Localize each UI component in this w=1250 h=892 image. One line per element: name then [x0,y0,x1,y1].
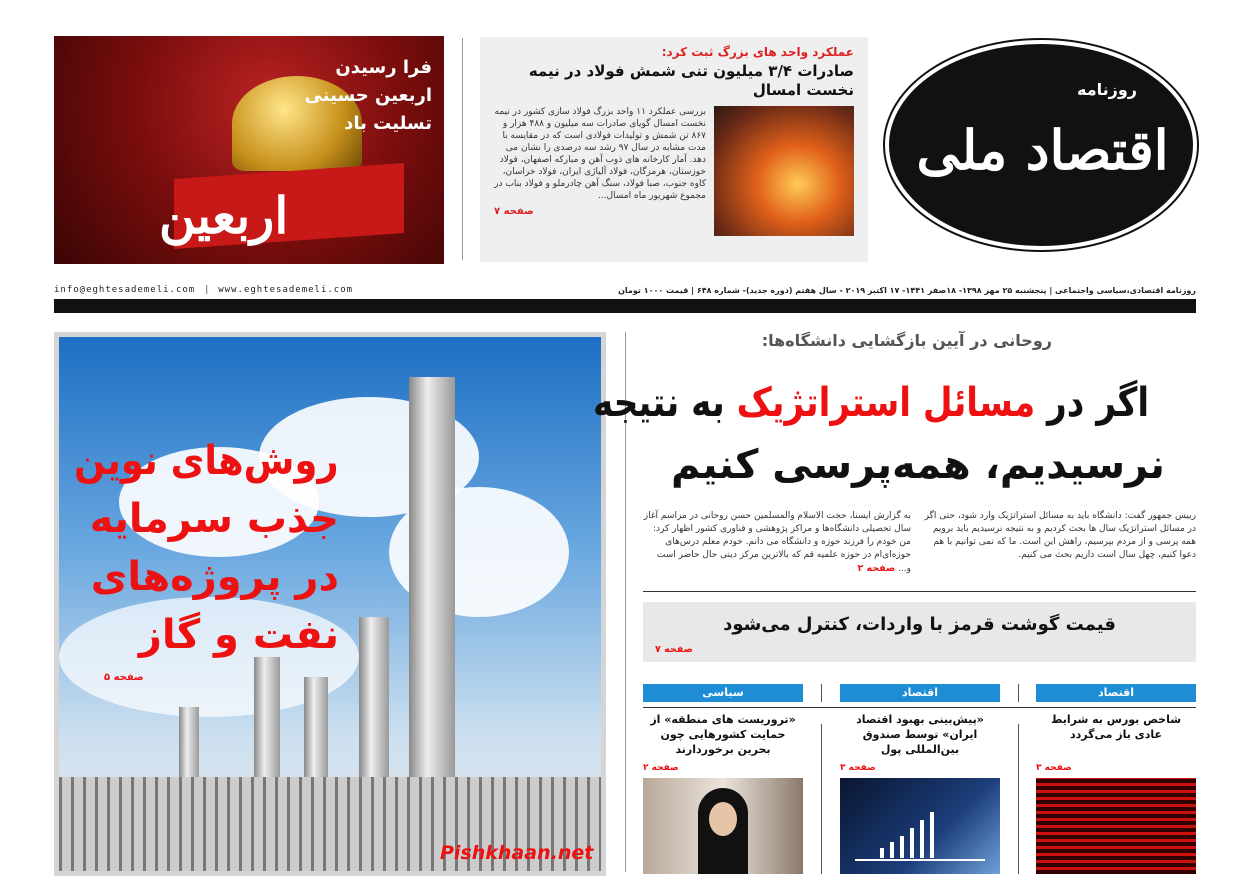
headline-line: در پروژه‌های [90,554,339,600]
watermark: Pishkhaan.net [440,842,594,864]
story-page[interactable]: صفحه ۲ [643,763,679,773]
politician-photo [643,778,803,874]
ad-line: فرا رسیدن [335,57,432,78]
headline-part: اگر در [1034,380,1149,426]
ad-line: اربعین حسینی [304,85,432,106]
lead-column-2 [643,510,911,576]
ad-text [305,54,432,138]
headline-highlight: مسائل استراتژیک [736,380,1035,426]
ad-line: تسلیت باد [344,113,432,134]
headline-line: روش‌های نوین [74,438,339,484]
category-label: سیاسی [643,684,803,702]
steel-mill-photo [714,106,854,236]
meat-price-story[interactable] [643,602,1196,662]
steel-export-teaser[interactable] [480,37,868,262]
story-page[interactable]: صفحه ۳ [840,763,876,773]
lead-column-1: رییس جمهور گفت: دانشگاه باید به مسائل استراتژیک وارد شود، حتی اگر در مسائل استراتژیک سال ها بحث کردیم و به نتیجه نرسیدیم باید برویم همه پرسی و از مردم بپرسیم، راهش این است. ما که نمی توانیم با هم دعوا کنیم، چهل سال است داریم بحث می کنیم. [924,511,1196,560]
meat-title: قیمت گوشت قرمز با واردات، کنترل می‌شود [723,614,1116,635]
headline-line2: نرسیدیم، همه‌پرسی کنیم [671,442,1165,488]
lead-column-2-text: به گزارش ایسنا، حجت الاسلام والمسلمین حسن روحانی در مراسم آغاز سال تحصیلی دانشگاه‌ها و مراکز پژوهشی و فناوری کشور اظهار کرد: من خودم را فرزند حوزه و دانشگاه می دانم. خودم معلم درس‌های حوزه‌ای‌ام در حوزه علمیه قم که بالاترین مرکز دینی حال حاضر است و... [643,511,911,574]
divider [821,684,822,702]
rule [643,707,1196,708]
arbaeen-ad [54,36,444,264]
refinery-feature[interactable] [54,332,606,876]
teaser-body: بررسی عملکرد ۱۱ واحد بزرگ فولاد سازی کشور در نیمه نخست امسال گویای صادرات سه میلیون و ۴۸۸ هزار و ۸۶۷ تن شمش و تولیدات فولادی است که در مقایسه با مدت مشابه در سال ۹۷ رشد سه درصدی را نشان می دهد. آمار کارخانه های ذوب آهن و مبارکه اصفهان، فولاد خوزستان، هرمزگان، فولاد آلیاژی ایران، فولاد خراسان، کاوه جنوب، صبا فولاد، سنگ آهن چادرملو و فولاد بناب در مجموع شهریور ماه امسال... [494,107,706,201]
black-rule [54,299,1196,313]
headline-line: جذب سرمایه [89,496,339,542]
bar-chart-icon [840,778,1000,874]
story-title[interactable]: «پیش‌بینی بهبود اقتصاد ایران» توسط صندوق بین‌المللی پول [856,713,984,756]
info-bar [54,282,1196,298]
story-page[interactable]: صفحه ۳ [1036,763,1072,773]
rule [643,591,1196,592]
issue-details: روزنامه اقتصادی،سیاسی واجتماعی | پنجشنبه ۲۵ مهر ۱۳۹۸- ۱۸صفر ۱۴۴۱- ۱۷ اکتبر ۲۰۱۹ - سال هفتم (دوره جدید)- شماره ۶۴۸ | قیمت ۱۰۰۰ تومان [618,285,1196,295]
headline-line: نفت و گاز [138,612,339,658]
category-label: اقتصاد [840,684,1000,702]
email[interactable]: info@eghtesademeli.com [54,285,196,295]
lead-kicker: روحانی در آیین بازگشایی دانشگاه‌ها: [761,331,1052,350]
teaser-kicker: عملکرد واحد های بزرگ ثبت کرد: [661,45,854,59]
masthead-name: اقتصاد ملی [916,118,1169,182]
arbaeen-calligraphy: اربعین [159,186,289,245]
story-title[interactable]: «تروریست های منطقه» از حمایت کشورهایی چون بحرین برخوردارند [650,713,796,756]
teaser-page[interactable]: صفحه ۷ [494,206,534,217]
headline-line1 [593,372,1149,434]
teaser-title[interactable]: صادرات ۳/۴ میلیون تنی شمش فولاد در نیمه نخست امسال [528,62,854,99]
divider [1018,684,1019,702]
meat-page[interactable]: صفحه ۷ [655,644,693,655]
lead-page[interactable]: صفحه ۲ [857,563,896,574]
feature-page[interactable]: صفحه ۵ [104,672,144,683]
headline-part: به نتیجه [592,380,737,426]
story-title[interactable]: شاخص بورس به شرایط عادی باز می‌گردد [1050,713,1182,741]
separator: | [205,285,209,295]
divider [821,724,822,874]
lead-headline[interactable] [592,372,1196,496]
masthead-logo [885,40,1197,250]
masthead-small: روزنامه [1077,80,1137,99]
growth-chart-photo [840,778,1000,874]
divider [462,38,463,260]
divider [1018,724,1019,874]
website[interactable]: www.eghtesademeli.com [218,285,354,295]
stock-board-photo [1036,778,1196,874]
feature-headline [74,432,339,664]
category-label: اقتصاد [1036,684,1196,702]
